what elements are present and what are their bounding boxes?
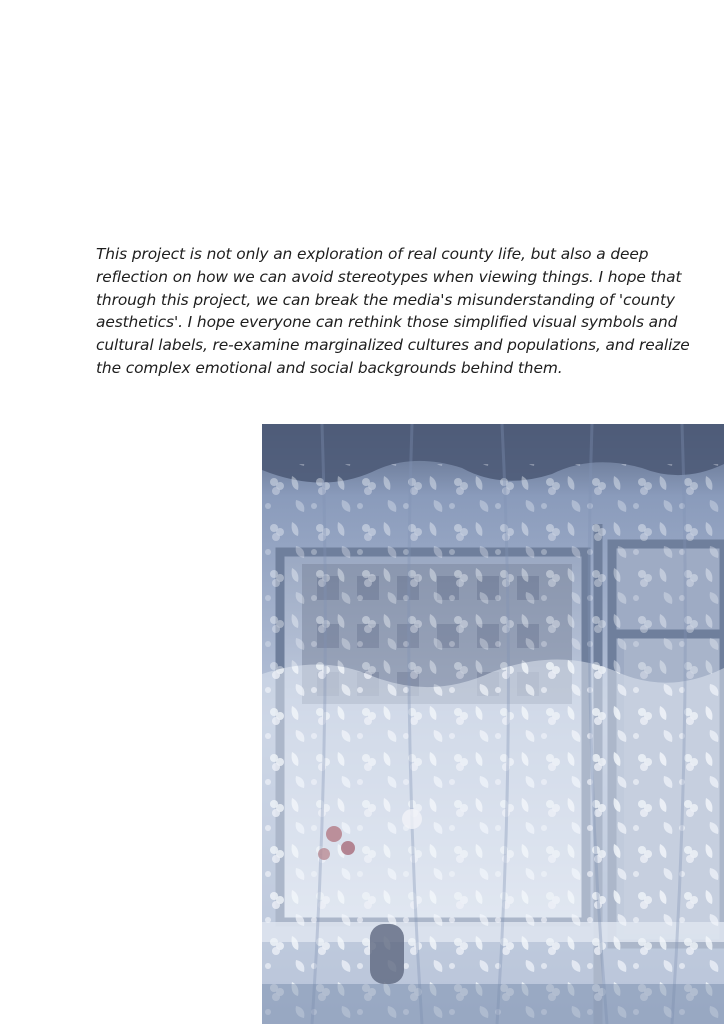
body-paragraph: This project is not only an exploration of real county life, but also a deep reflection on how we can avoid stereotypes when viewing things. I hope that through this project, we can break the media's misunderstanding of 'county aesthetics'. I hope everyone can rethink those simplified visual symbols and cultural labels, re-examine marginalized cultures and populations, and realize the complex emotional and social backgrounds behind them. (96, 245, 690, 377)
lace-curtain-window-photo (262, 424, 724, 1024)
photo-illustration (262, 424, 724, 1024)
